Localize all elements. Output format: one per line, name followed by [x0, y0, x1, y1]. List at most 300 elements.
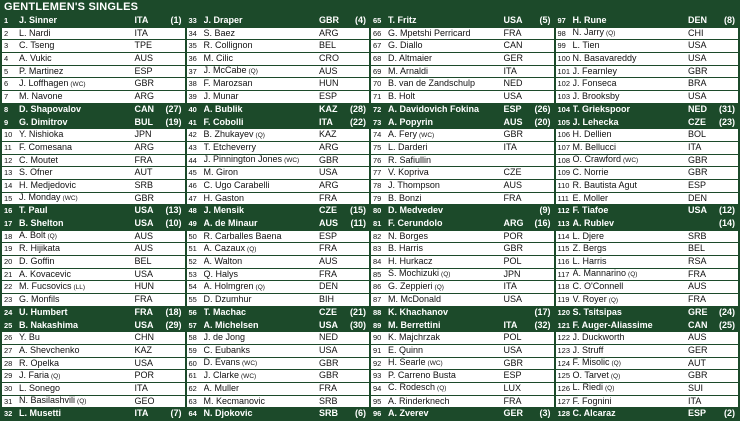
player-name: A. Bolt (Q) [19, 230, 57, 241]
player-row [556, 281, 739, 293]
draw-position: 92 [373, 358, 382, 368]
player-nationality: ESP [319, 230, 338, 241]
player-name: J. McCabe (Q) [203, 65, 258, 76]
draw-position: 125 [557, 371, 571, 381]
draw-position: 8 [4, 104, 9, 114]
entry-tag: (WC) [623, 157, 639, 165]
player-name: A. Michelsen [203, 319, 259, 330]
player-nationality: SRB [688, 230, 707, 241]
player-seed: (18) [165, 306, 182, 317]
draw-position: 53 [188, 269, 197, 279]
player-row [371, 155, 554, 167]
player-nationality: GBR [688, 167, 708, 178]
player-row [187, 180, 370, 192]
player-name: F. Auger-Aliassime [572, 319, 653, 330]
draw-position: 50 [188, 231, 197, 241]
player-seed: (24) [718, 306, 735, 317]
player-row [556, 269, 739, 281]
player-nationality: GBR [503, 129, 524, 140]
player-name: J. Pinnington Jones (WC) [203, 154, 300, 165]
player-nationality: FRA [319, 382, 337, 393]
player-seed: (31) [718, 103, 735, 114]
player-row [556, 91, 739, 103]
player-nationality: GRE [688, 306, 708, 317]
player-nationality: GBR [319, 370, 339, 381]
player-name: J. de Jong [203, 332, 246, 343]
player-name: V. Royer (Q) [572, 294, 619, 304]
draw-position: 20 [4, 257, 13, 267]
player-name: A. Fery (WC) [388, 129, 435, 139]
draw-position: 17 [4, 219, 13, 228]
player-row [2, 91, 185, 103]
player-name: S. Mochizuki (Q) [388, 268, 451, 279]
draw-position: 113 [557, 219, 570, 228]
player-nationality: SUI [688, 382, 704, 393]
player-name: J. Faria (Q) [19, 370, 61, 380]
player-nationality: ITA [503, 141, 517, 152]
seeded-player-row [556, 117, 739, 129]
seeded-player-row [371, 408, 554, 420]
player-row [187, 231, 370, 243]
draw-position: 93 [373, 371, 382, 381]
entry-tag: (Q) [628, 271, 638, 279]
seeded-player-row [187, 104, 370, 116]
draw-position: 121 [557, 320, 571, 330]
player-seed: (26) [534, 103, 551, 114]
draw-position: 124 [557, 358, 571, 368]
player-row [556, 294, 739, 306]
player-nationality: USA [319, 344, 338, 355]
player-name: B. van de Zandschulp [388, 78, 476, 89]
player-nationality: FRA [688, 268, 706, 279]
seeded-player-row [187, 15, 370, 27]
player-nationality: AUS [503, 116, 523, 127]
player-nationality: ARG [319, 141, 339, 152]
seeded-player-row [371, 205, 554, 217]
player-name: N. Djokovic [203, 408, 253, 419]
entry-tag: (Q) [608, 296, 619, 304]
draw-position: 90 [373, 333, 382, 343]
entry-tag: (Q) [255, 131, 265, 139]
player-name: J. Clarke (WC) [203, 370, 257, 380]
draw-position: 48 [188, 206, 197, 216]
player-name: L. Djere [572, 230, 605, 241]
player-nationality: HUN [319, 78, 339, 89]
draw-position: 12 [4, 155, 13, 165]
player-row [187, 78, 370, 90]
player-name: A. Holmgren (Q) [203, 281, 265, 291]
player-row [371, 396, 554, 408]
player-nationality: AUS [688, 281, 707, 292]
player-name: C. Norrie [572, 167, 609, 178]
player-nationality: USA [688, 91, 707, 102]
player-name: A. Mannarino (Q) [572, 268, 638, 279]
player-name: C. Moutet [19, 154, 59, 165]
player-nationality: GBR [688, 65, 708, 76]
player-row [2, 383, 185, 395]
draw-position: 44 [188, 155, 197, 165]
player-row [371, 256, 554, 268]
player-nationality: KAZ [319, 103, 338, 114]
player-nationality: JPN [134, 129, 152, 140]
player-row [2, 281, 185, 293]
player-nationality: ITA [319, 116, 333, 127]
player-nationality: AUS [319, 65, 338, 76]
draw-position: 3 [4, 41, 9, 51]
draw-position: 57 [188, 320, 197, 330]
draw-position: 78 [373, 180, 382, 190]
seeded-player-row [187, 205, 370, 217]
player-name: F. Comesana [19, 141, 73, 152]
player-name: S. Baez [203, 27, 236, 38]
entry-tag: (Q) [610, 372, 621, 380]
player-nationality: ARG [134, 91, 155, 102]
player-row [2, 243, 185, 255]
player-name: A. Popyrin [388, 116, 434, 127]
draw-position: 31 [4, 396, 13, 406]
player-name: J. Brooksby [572, 91, 620, 102]
player-seed: (32) [534, 319, 551, 330]
player-row [2, 28, 185, 40]
draw-position: 81 [373, 219, 382, 228]
draw-position: 21 [4, 269, 13, 279]
player-name: C. O'Connell [572, 281, 624, 292]
player-name: F. Cobolli [203, 116, 244, 127]
player-name: L. Darderi [388, 141, 428, 152]
player-name: H. Hurkacz [388, 256, 433, 267]
player-name: C. Tseng [19, 40, 55, 51]
draw-position: 59 [188, 345, 197, 355]
player-name: V. Kopriva [388, 167, 429, 178]
player-name: R. Opelka [19, 357, 60, 368]
player-row [187, 129, 370, 141]
draw-position: 91 [373, 345, 382, 355]
entry-tag: (Q) [248, 68, 258, 76]
player-name: U. Humbert [19, 306, 68, 317]
player-row [556, 78, 739, 90]
draw-position: 15 [4, 193, 13, 203]
seeded-player-row [556, 320, 739, 332]
player-nationality: NED [319, 332, 339, 343]
entry-tag: (WC) [427, 360, 443, 368]
player-nationality: ITA [134, 27, 148, 38]
player-row [2, 180, 185, 192]
draw-position: 96 [373, 409, 382, 419]
player-name: F. Fognini [572, 395, 612, 406]
player-nationality: FRA [688, 294, 706, 305]
player-name: M. Kecmanovic [203, 395, 266, 406]
player-row [2, 193, 185, 205]
draw-position: 26 [4, 333, 13, 343]
player-nationality: GBR [134, 192, 155, 203]
draw-position: 23 [4, 295, 13, 305]
player-nationality: GBR [134, 78, 155, 89]
player-name: L. Harris [572, 256, 607, 267]
player-seed: (19) [165, 116, 182, 127]
player-row [2, 358, 185, 370]
player-nationality: GBR [688, 154, 708, 165]
draw-position: 52 [188, 257, 197, 267]
player-row [2, 370, 185, 382]
player-row [371, 91, 554, 103]
draw-position: 73 [373, 117, 382, 127]
player-row [187, 142, 370, 154]
player-seed: (12) [718, 205, 735, 216]
player-name: A. Rublev [572, 218, 615, 228]
player-name: C. Eubanks [203, 344, 251, 355]
entry-tag: (WC) [62, 195, 78, 203]
player-name: T. Griekspoor [572, 103, 631, 114]
player-nationality: USA [688, 53, 707, 64]
draw-position: 95 [373, 396, 382, 406]
player-nationality: ESP [688, 179, 707, 190]
player-name: H. Searle (WC) [388, 357, 443, 368]
player-nationality: USA [688, 205, 708, 216]
draw-columns [2, 15, 738, 420]
player-row [187, 281, 370, 293]
player-row [556, 66, 739, 78]
player-seed: (10) [165, 218, 182, 228]
entry-tag: (WC) [419, 131, 435, 139]
draw-position: 101 [557, 66, 571, 76]
player-nationality: SRB [134, 179, 154, 190]
player-name: T. Machac [203, 306, 247, 317]
player-name: J. Mensik [203, 205, 245, 216]
draw-position: 111 [557, 193, 569, 203]
player-name: J. Fonseca [572, 78, 617, 89]
player-nationality: ARG [134, 141, 155, 152]
player-name: G. Diallo [388, 40, 423, 51]
entry-tag: (LL) [73, 283, 86, 291]
player-name: M. Cilic [203, 53, 233, 64]
draw-position: 116 [557, 257, 570, 267]
draw-position: 69 [373, 66, 382, 76]
player-nationality: FRA [134, 294, 153, 305]
player-nationality: NED [688, 103, 708, 114]
draw-position: 102 [557, 79, 571, 89]
draw-position: 51 [188, 244, 197, 254]
player-name: M. Navone [19, 91, 63, 102]
draw-position: 66 [373, 28, 382, 38]
player-name: G. Dimitrov [19, 116, 68, 127]
draw-position: 112 [557, 206, 570, 216]
player-name: F. Tiafoe [572, 205, 609, 216]
seeded-player-row [2, 104, 185, 116]
player-row [2, 345, 185, 357]
player-name: H. Rune [572, 15, 607, 25]
draw-position: 71 [373, 92, 382, 102]
player-name: P. Carreno Busta [388, 370, 456, 381]
player-name: L. Tien [572, 40, 600, 51]
player-name: J. Thompson [388, 179, 440, 190]
seeded-player-row [2, 218, 185, 230]
player-name: O. Tarvet (Q) [572, 370, 621, 380]
player-nationality: BRA [688, 78, 707, 89]
player-name: E. Moller [572, 192, 609, 203]
player-nationality: BOL [688, 129, 707, 140]
player-seed: (11) [350, 218, 366, 228]
player-name: L. Nardi [19, 27, 51, 38]
draw-position: 83 [373, 244, 382, 254]
player-row [187, 269, 370, 281]
player-name: Y. Bu [19, 332, 40, 343]
player-row [2, 53, 185, 65]
player-row [2, 256, 185, 268]
draw-position: 63 [188, 396, 197, 406]
player-nationality: FRA [319, 243, 337, 254]
draw-position: 106 [557, 130, 571, 140]
player-nationality: CHN [134, 332, 154, 343]
draw-position: 6 [4, 79, 9, 89]
player-row [187, 40, 370, 52]
draw-position: 16 [4, 206, 13, 216]
player-name: P. Martinez [19, 65, 64, 76]
player-row [187, 167, 370, 179]
player-nationality: BEL [688, 243, 706, 254]
draw-column [187, 15, 370, 420]
entry-tag: (Q) [605, 385, 615, 393]
player-row [556, 231, 739, 243]
player-name: K. Majchrzak [388, 332, 441, 343]
draw-position: 120 [557, 307, 571, 317]
player-name: M. Giron [203, 167, 239, 178]
player-row [371, 180, 554, 192]
player-name: Z. Bergs [572, 243, 607, 254]
player-row [556, 40, 739, 52]
seeded-player-row [2, 320, 185, 332]
player-nationality: POR [134, 370, 155, 381]
draw-position: 128 [557, 409, 571, 419]
player-nationality: ITA [503, 65, 517, 76]
player-nationality: USA [503, 15, 523, 25]
player-name: J. Draper [203, 15, 243, 25]
entry-tag: (Q) [51, 372, 61, 380]
draw-position: 87 [373, 295, 382, 305]
player-row [371, 231, 554, 243]
player-name: A. Cazaux (Q) [203, 243, 257, 253]
draw-position: 109 [557, 168, 571, 178]
player-seed: (20) [534, 116, 551, 127]
player-seed: (14) [718, 218, 735, 228]
player-nationality: ITA [134, 408, 149, 419]
player-nationality: CAN [503, 40, 523, 51]
player-name: J. Monday (WC) [19, 192, 78, 203]
draw-position: 64 [188, 409, 197, 419]
player-nationality: DEN [319, 281, 339, 292]
player-name: M. Berrettini [388, 319, 441, 330]
draw-position: 99 [557, 41, 566, 51]
draw-position: 30 [4, 383, 13, 393]
seeded-player-row [2, 15, 185, 27]
seeded-player-row [2, 307, 185, 319]
draw-position: 27 [4, 345, 13, 355]
player-row [187, 91, 370, 103]
seeded-player-row [187, 218, 370, 230]
player-seed: (28) [349, 103, 366, 114]
player-nationality: NED [503, 78, 523, 89]
draw-position: 38 [188, 79, 197, 89]
seeded-player-row [371, 218, 554, 230]
player-nationality: ARG [319, 179, 339, 190]
entry-tag: (Q) [77, 398, 87, 406]
draw-position: 119 [557, 295, 570, 305]
player-nationality: CAN [688, 319, 708, 330]
player-name: H. Gaston [203, 192, 245, 203]
player-nationality: AUS [134, 53, 154, 64]
player-nationality: USA [134, 357, 154, 368]
draw-position: 70 [373, 79, 382, 89]
seeded-player-row [556, 307, 739, 319]
entry-tag: (Q) [606, 30, 616, 38]
player-name: N. Borges [388, 230, 429, 241]
seeded-player-row [187, 320, 370, 332]
draw-position: 67 [373, 41, 382, 51]
player-nationality: BEL [134, 256, 152, 267]
player-nationality: AUT [134, 167, 153, 178]
seeded-player-row [2, 205, 185, 217]
player-nationality: AUS [688, 332, 707, 343]
draw-position: 114 [557, 231, 570, 241]
draw-position: 36 [188, 54, 197, 64]
player-name: C. Rodesch (Q) [388, 382, 447, 393]
player-seed: (7) [170, 408, 182, 419]
player-nationality: CZE [319, 306, 337, 317]
player-row [556, 345, 739, 357]
player-name: D. Goffin [19, 256, 55, 267]
player-row [371, 358, 554, 370]
player-nationality: FRA [503, 395, 522, 406]
player-name: H. Dellien [572, 129, 612, 140]
player-nationality: FRA [134, 154, 153, 165]
player-name: A. Shevchenko [19, 344, 80, 355]
player-name: B. Holt [388, 91, 416, 102]
player-row [371, 332, 554, 344]
player-name: L. Riedi (Q) [572, 382, 615, 393]
draw-position: 94 [373, 383, 382, 393]
player-nationality: USA [134, 205, 154, 216]
draw-position: 14 [4, 180, 13, 190]
player-name: M. Bellucci [572, 141, 617, 152]
player-name: A. Bublik [203, 103, 243, 114]
player-nationality: USA [319, 319, 339, 330]
player-nationality: LUX [503, 382, 522, 393]
player-nationality: AUS [319, 256, 338, 267]
player-name: B. Nakashima [19, 319, 79, 330]
draw-position: 89 [373, 320, 382, 330]
player-row [371, 243, 554, 255]
player-nationality: POL [503, 332, 522, 343]
player-name: S. Tsitsipas [572, 306, 622, 317]
player-name: R. Hijikata [19, 243, 61, 254]
player-name: Q. Halys [203, 268, 239, 279]
player-name: J. Struff [572, 344, 604, 355]
player-name: A. Rinderknech [388, 395, 450, 406]
draw-position: 82 [373, 231, 382, 241]
player-nationality: ITA [134, 382, 148, 393]
player-row [187, 358, 370, 370]
player-nationality: AUS [319, 218, 339, 228]
player-nationality: DEN [688, 192, 708, 203]
player-name: J. Duckworth [572, 332, 625, 343]
player-row [187, 256, 370, 268]
player-name: D. Medvedev [388, 205, 444, 216]
draw-position: 60 [188, 358, 197, 368]
draw-position: 103 [557, 92, 571, 102]
player-seed: (5) [539, 15, 551, 25]
player-row [556, 28, 739, 40]
player-row [187, 193, 370, 205]
player-row [371, 193, 554, 205]
